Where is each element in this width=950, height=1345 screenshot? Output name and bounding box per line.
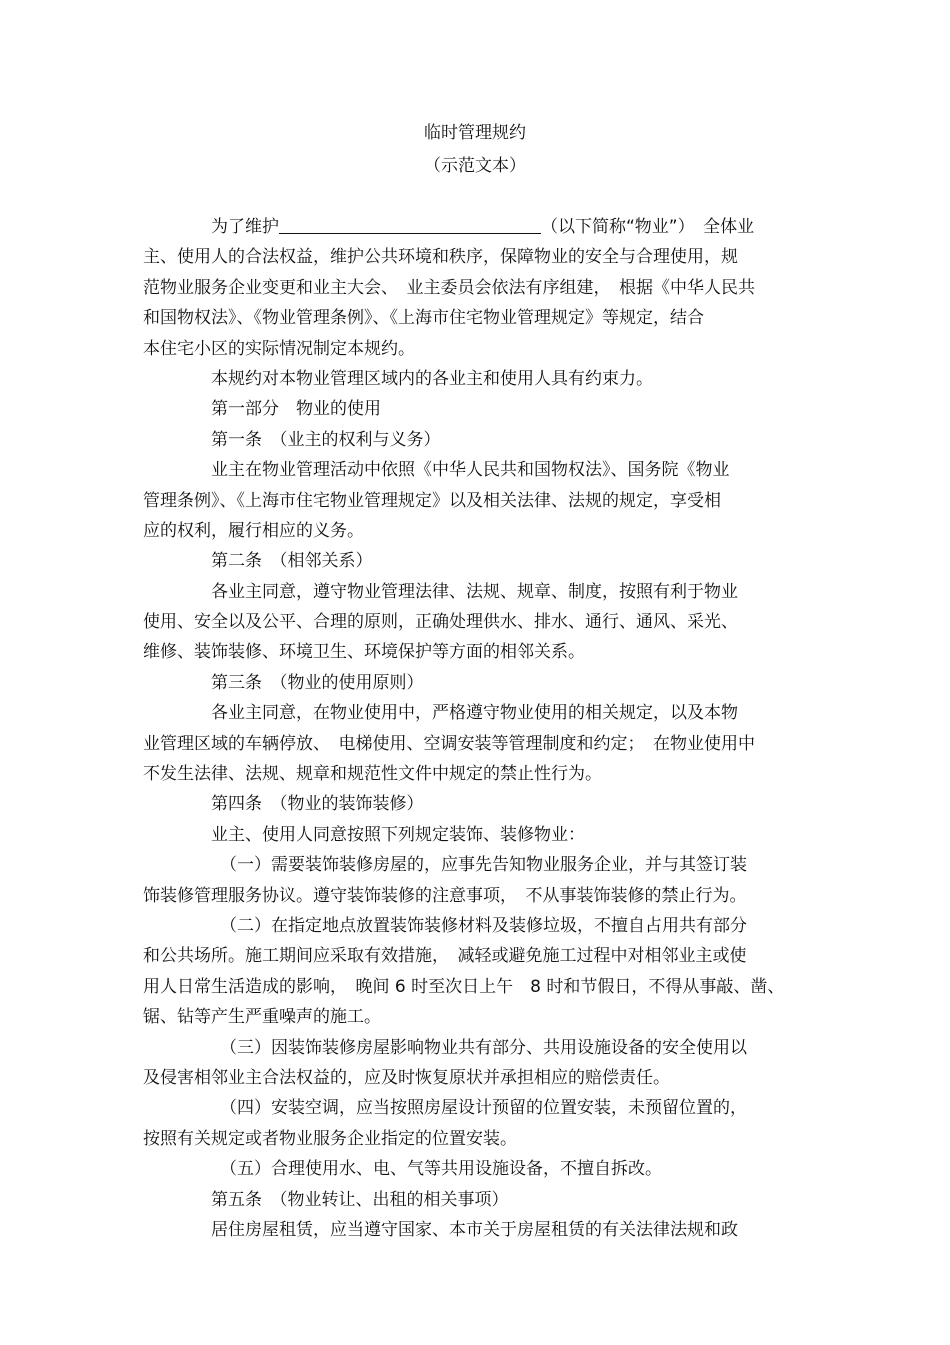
paragraph-line: 业管理区域的车辆停放、 电梯使用、空调安装等管理制度和约定； 在物业使用中: [143, 733, 755, 754]
list-item-line: 及侵害相邻业主合法权益的，应及时恢复原状并承担相应的赔偿责任。: [143, 1067, 670, 1088]
document-subtitle: （示范文本）: [424, 156, 526, 176]
list-item-line: （四）安装空调，应当按照房屋设计预留的位置安装，未预留位置的，: [220, 1098, 747, 1119]
list-item-line: （五）合理使用水、电、气等共用设施设备，不擅自拆改。: [220, 1159, 662, 1180]
paragraph-line: 各业主同意，在物业使用中，严格遵守物业使用的相关规定，以及本物: [211, 703, 738, 724]
list-item-line: 用人日常生活造成的影响， 晚间 6 时至次日上午 8 时和节假日，不得从事敲、凿、: [143, 976, 785, 997]
paragraph-line: 范物业服务企业变更和业主大会、 业主委员会依法有序组建， 根据《中华人民共: [143, 277, 755, 298]
paragraph-line: 应的权利，履行相应的义务。: [143, 520, 364, 541]
paragraph-line: 本住宅小区的实际情况制定本规约。: [143, 338, 415, 359]
paragraph-line: 主、使用人的合法权益，维护公共环境和秩序，保障物业的安全与合理使用，规: [143, 247, 738, 268]
paragraph-line: 各业主同意，遵守物业管理法律、法规、规章、制度，按照有利于物业: [211, 581, 738, 602]
section-heading: 第一部分 物业的使用: [211, 399, 381, 420]
paragraph-line: 不发生法律、法规、规章和规范性文件中规定的禁止性行为。: [143, 764, 602, 785]
intro-suffix: （以下简称“物业”） 全体业: [541, 217, 755, 237]
article-heading: 第五条 （物业转让、出租的相关事项）: [211, 1189, 509, 1210]
list-item-line: 和公共场所。施工期间应采取有效措施， 减轻或避免施工过程中对相邻业主或使: [143, 946, 747, 967]
paragraph-line: 和国物权法》、《物业管理条例》、《上海市住宅物业管理规定》等规定，结合: [143, 308, 704, 329]
article-heading: 第四条 （物业的装饰装修）: [211, 794, 424, 815]
list-item-line: （二）在指定地点放置装饰装修材料及装修垃圾，不擅自占用共有部分: [220, 915, 747, 936]
paragraph-line: 业主、使用人同意按照下列规定装饰、装修物业：: [211, 824, 585, 845]
article-heading: 第一条 （业主的权利与义务）: [211, 429, 441, 450]
paragraph-line: 管理条例》、《上海市住宅物业管理规定》以及相关法律、法规的规定，享受相: [143, 490, 721, 511]
paragraph-line: 居住房屋租赁，应当遵守国家、本市关于房屋租赁的有关法律法规和政: [211, 1219, 738, 1240]
paragraph-line: 本规约对本物业管理区域内的各业主和使用人具有约束力。: [211, 368, 653, 389]
intro-prefix: 为了维护: [211, 217, 279, 237]
paragraph-line: 维修、装饰装修、环境卫生、环境保护等方面的相邻关系。: [143, 642, 585, 663]
intro-line: [143, 212, 813, 242]
list-item-line: （三）因装饰装修房屋影响物业共有部分、共用设施设备的安全使用以: [220, 1037, 747, 1058]
list-item-line: 锯、钻等产生严重噪声的施工。: [143, 1007, 381, 1028]
paragraph-line: 业主在物业管理活动中依照《中华人民共和国物权法》、国务院《物业: [211, 460, 730, 481]
document-title: 临时管理规约: [424, 123, 526, 143]
list-item-line: （一）需要装饰装修房屋的，应事先告知物业服务企业，并与其签订装: [220, 855, 747, 876]
paragraph-line: 使用、安全以及公平、合理的原则，正确处理供水、排水、通行、通风、采光、: [143, 612, 738, 633]
document-body: [143, 212, 813, 1245]
list-item-line: 饰装修管理服务协议。遵守装饰装修的注意事项， 不从事装饰装修的禁止行为。: [143, 885, 747, 906]
article-heading: 第二条 （相邻关系）: [211, 551, 373, 572]
article-heading: 第三条 （物业的使用原则）: [211, 672, 424, 693]
list-item-line: 按照有关规定或者物业服务企业指定的位置安装。: [143, 1128, 517, 1149]
fill-in-blank: [279, 215, 541, 234]
